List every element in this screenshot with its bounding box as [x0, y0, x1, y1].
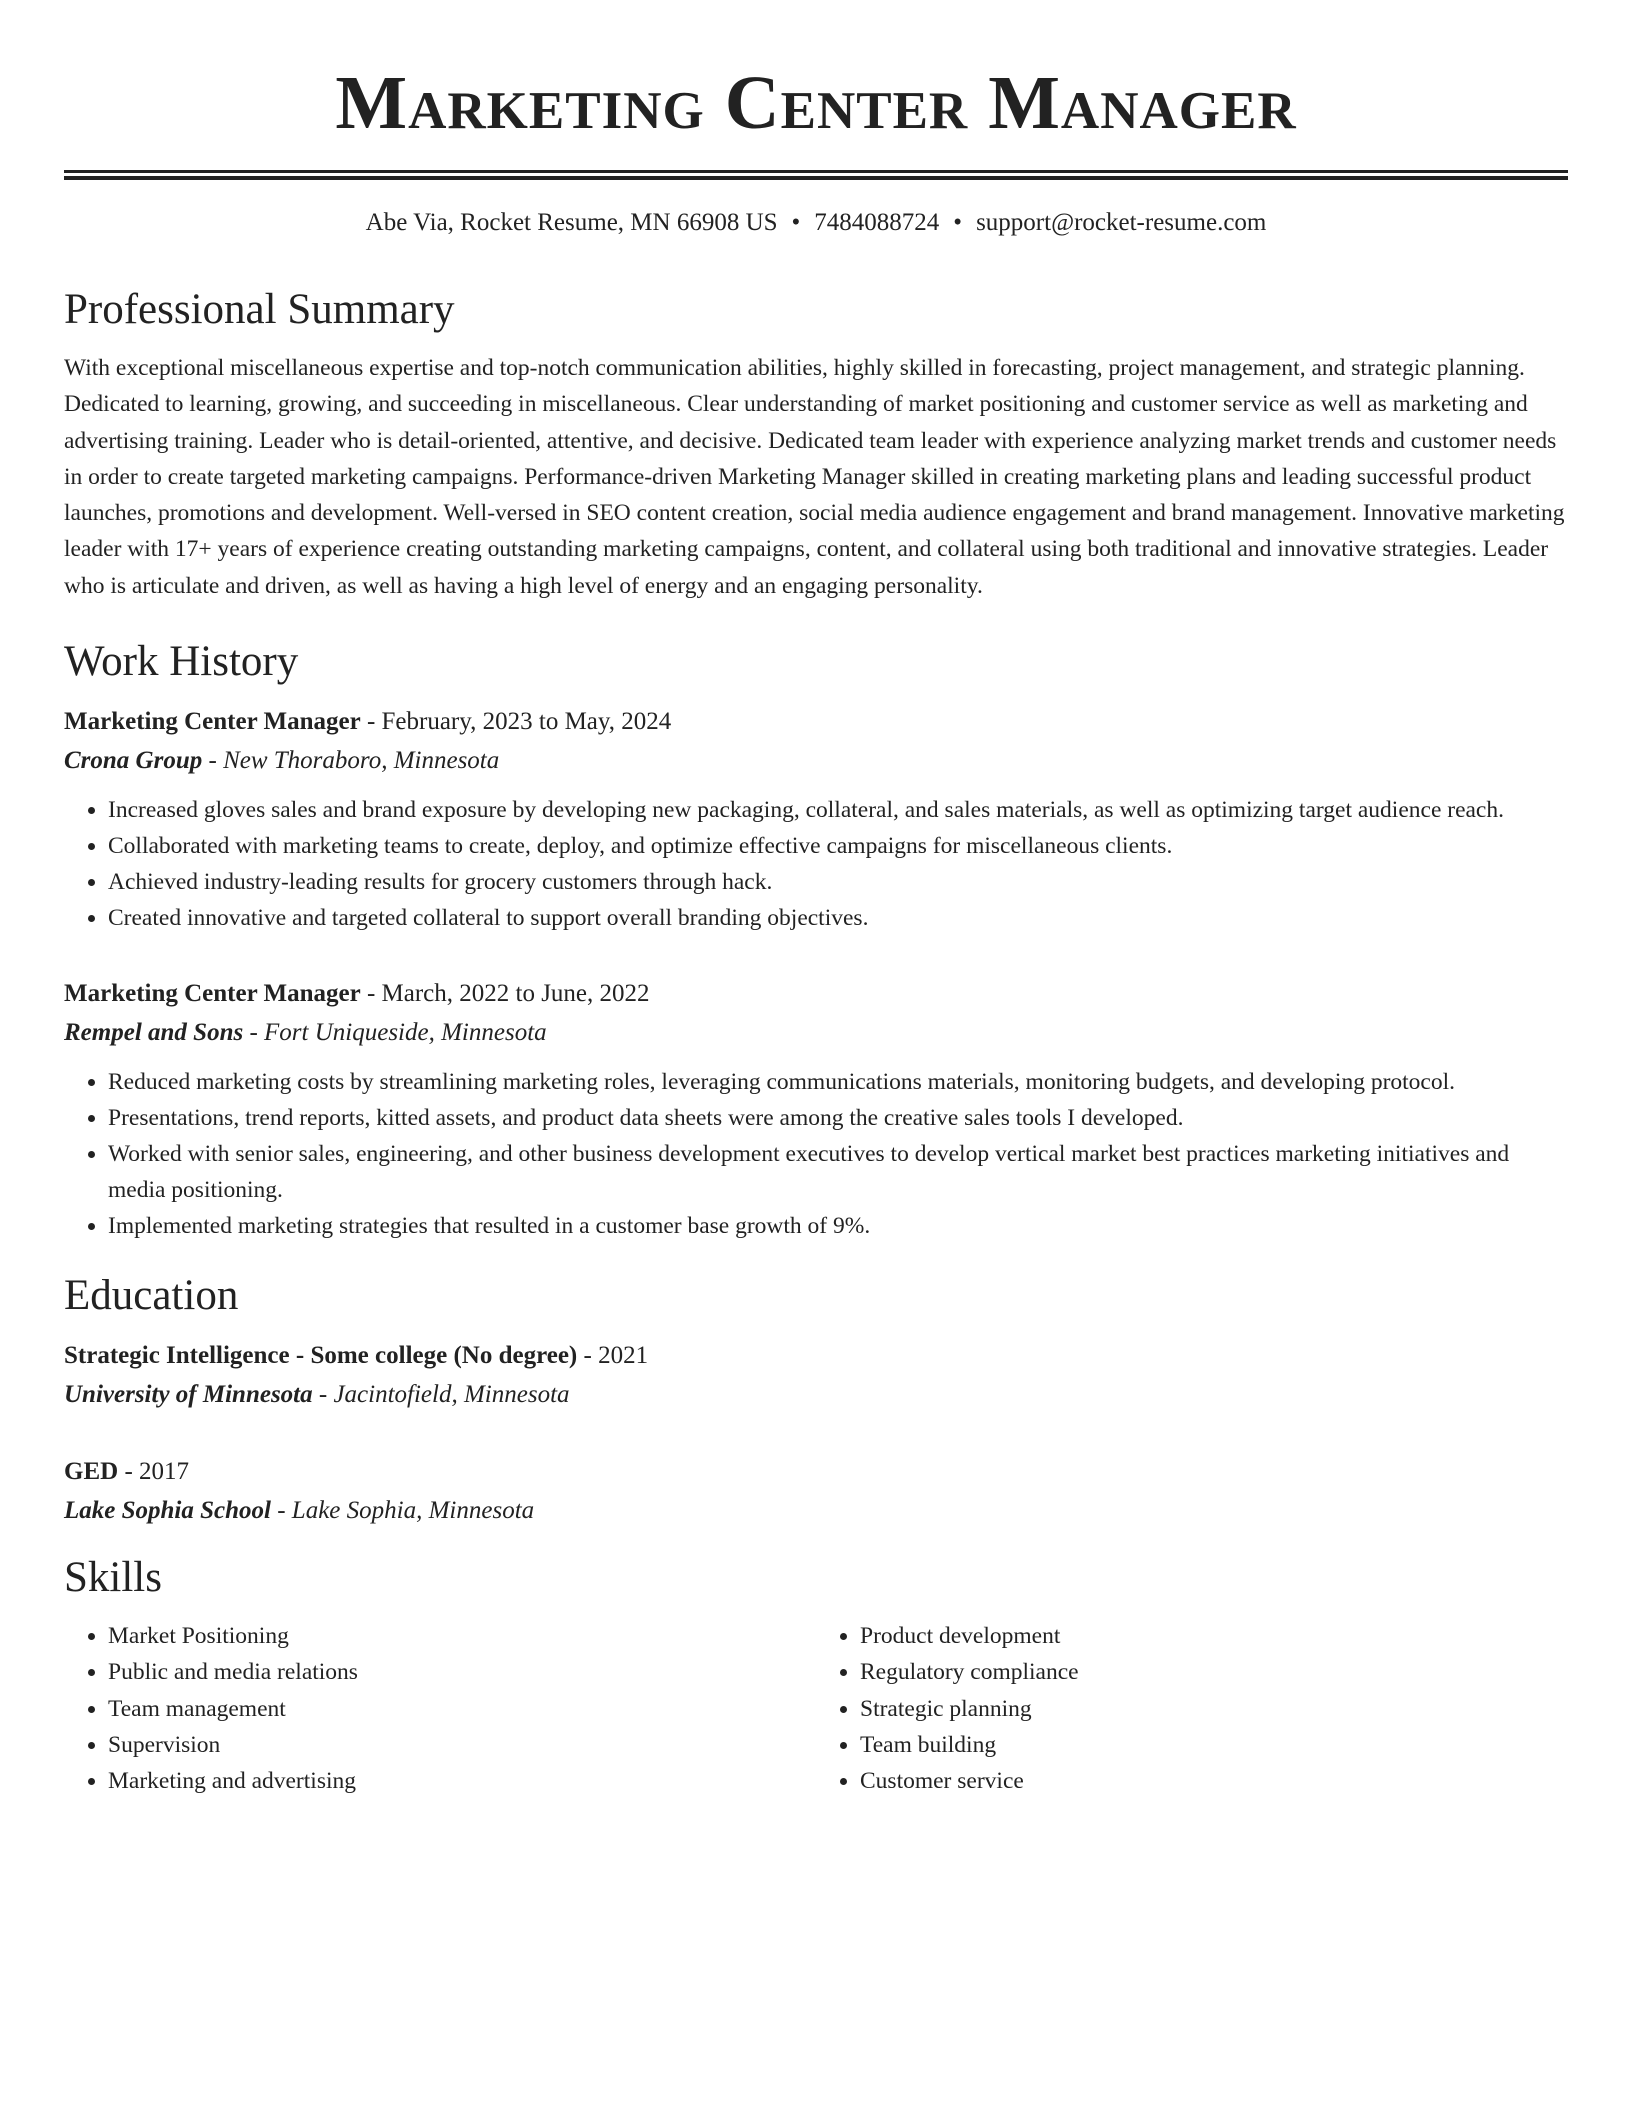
list-item: • Created innovative and targeted collateral to support overall branding objectives.	[108, 900, 1568, 936]
degree-line	[64, 1452, 1568, 1492]
job-company: Crona Group	[64, 747, 203, 775]
work-entry	[64, 974, 1568, 1244]
contact-email: support@rocket-resume.com	[976, 209, 1267, 236]
skill-item: • Product development	[860, 1618, 1568, 1654]
job-company-line	[64, 1014, 1568, 1052]
degree-name: Strategic Intelligence - Some college (No degree)	[64, 1342, 578, 1370]
skills-list-right	[816, 1618, 1568, 1799]
section-heading-work: Work History	[64, 638, 299, 686]
skill-item: • Public and media relations	[108, 1654, 816, 1690]
job-bullets	[64, 1064, 1568, 1244]
degree-line	[64, 1336, 1568, 1376]
list-item: • Reduced marketing costs by streamlining marketing roles, leveraging communications materials, monitoring budgets, and developing protocol.	[108, 1064, 1568, 1100]
list-item: • Worked with senior sales, engineering, and other business development executives to develop vertical market best practices marketing initiatives and media positioning.	[108, 1136, 1568, 1208]
summary-text: With exceptional miscellaneous expertise and top-notch communication abilities, highly skilled in forecasting, project management, and strategic planning. Dedicated to learning, growing, and succeeding in miscellaneous. Clear understanding of market positioning and customer service as well as marketing and advertising training. Leader who is detail-oriented, attentive, and decisive. Dedicated team leader with experience analyzing market trends and customer needs in order to create targeted marketing campaigns. Performance-driven Marketing Manager skilled in creating marketing plans and leading successful product launches, promotions and development. Well-versed in SEO content creation, social media audience engagement and brand management. Innovative marketing leader with 17+ years of experience creating outstanding marketing campaigns, content, and collateral using both traditional and innovative strategies. Leader who is articulate and driven, as well as having a high level of energy and an engaging personality.	[64, 355, 1565, 599]
contact-line	[64, 206, 1568, 240]
school-line	[64, 1492, 1568, 1530]
section-heading-education: Education	[64, 1272, 239, 1320]
degree-year: - 2017	[118, 1458, 190, 1486]
skill-item: • Strategic planning	[860, 1691, 1568, 1727]
list-item: • Presentations, trend reports, kitted assets, and product data sheets were among the creative sales tools I developed.	[108, 1100, 1568, 1136]
job-title-line	[64, 702, 1568, 742]
job-title: Marketing Center Manager	[64, 708, 361, 736]
job-location: - Fort Uniqueside, Minnesota	[243, 1019, 547, 1047]
degree-name: GED	[64, 1458, 119, 1486]
school-location: - Lake Sophia, Minnesota	[270, 1497, 535, 1525]
school-line	[64, 1376, 1568, 1414]
contact-phone: 7484088724	[814, 209, 940, 236]
skill-item: • Supervision	[108, 1727, 816, 1763]
section-heading-summary: Professional Summary	[64, 286, 455, 333]
skill-item: • Team building	[860, 1727, 1568, 1763]
job-company: Rempel and Sons	[64, 1019, 244, 1047]
skill-item: • Customer service	[860, 1763, 1568, 1799]
degree-year: - 2021	[577, 1342, 649, 1370]
education-entry	[64, 1452, 1568, 1530]
section-heading-skills: Skills	[64, 1554, 162, 1602]
skill-item: • Marketing and advertising	[108, 1763, 816, 1799]
job-location: - New Thoraboro, Minnesota	[202, 747, 500, 775]
job-company-line	[64, 742, 1568, 780]
list-item: • Increased gloves sales and brand exposure by developing new packaging, collateral, and sales materials, as well as optimizing target audience reach.	[108, 792, 1568, 828]
job-dates: - March, 2022 to June, 2022	[360, 980, 650, 1008]
list-item: • Collaborated with marketing teams to create, deploy, and optimize effective campaigns for miscellaneous clients.	[108, 828, 1568, 864]
job-title: Marketing Center Manager	[64, 980, 361, 1008]
job-dates: - February, 2023 to May, 2024	[360, 708, 672, 736]
contact-address: Abe Via, Rocket Resume, MN 66908 US	[365, 209, 778, 236]
contact-separator: •	[791, 209, 801, 236]
resume-title: Marketing Center Manager	[335, 61, 1297, 145]
school-location: - Jacintofield, Minnesota	[312, 1381, 570, 1409]
skill-item: • Regulatory compliance	[860, 1654, 1568, 1690]
school-name: Lake Sophia School	[64, 1497, 271, 1525]
skill-item: • Market Positioning	[108, 1618, 816, 1654]
skill-item: • Team management	[108, 1691, 816, 1727]
skills-columns	[64, 1618, 1568, 1799]
contact-separator: •	[953, 209, 963, 236]
work-entry	[64, 702, 1568, 936]
title-double-rule	[64, 170, 1568, 180]
education-entry	[64, 1336, 1568, 1414]
job-title-line	[64, 974, 1568, 1014]
job-bullets	[64, 792, 1568, 936]
list-item: • Implemented marketing strategies that resulted in a customer base growth of 9%.	[108, 1208, 1568, 1244]
list-item: • Achieved industry-leading results for grocery customers through hack.	[108, 864, 1568, 900]
skills-list-left	[64, 1618, 816, 1799]
resume-page	[64, 0, 1568, 1800]
school-name: University of Minnesota	[64, 1381, 313, 1409]
